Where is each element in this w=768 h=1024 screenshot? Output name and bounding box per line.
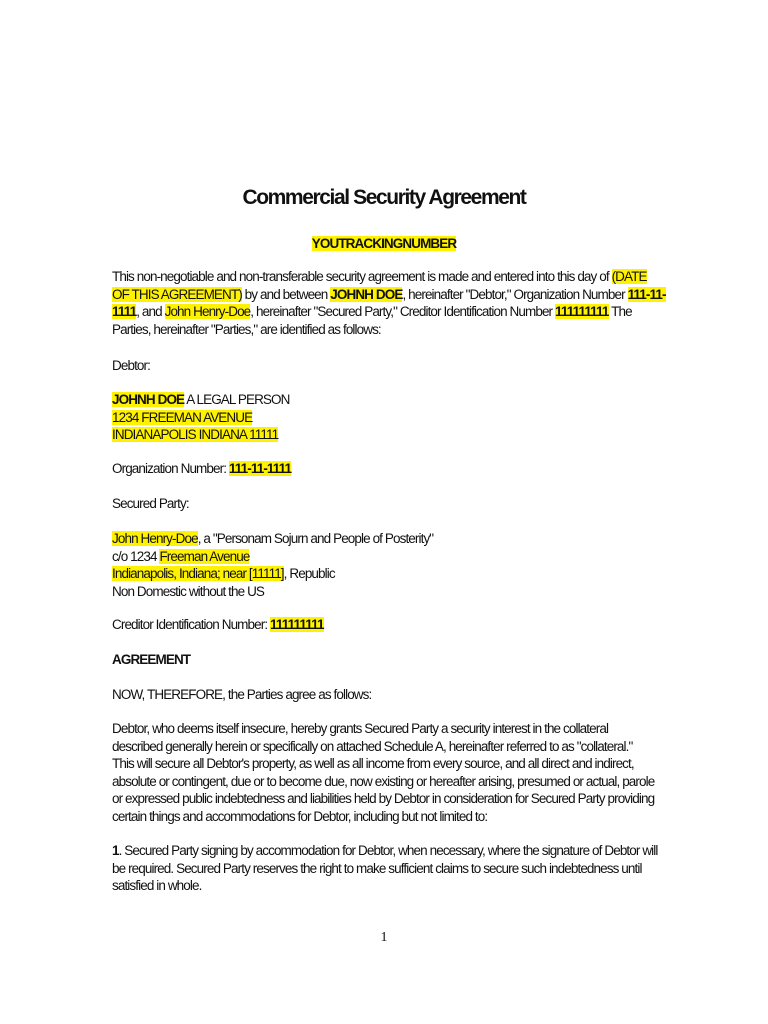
secured-party-name-suffix: , a "Personam Sojurn and People of Posterity" (197, 531, 434, 546)
creditor-id-inline: 111111111 (555, 304, 609, 319)
intro-paragraph (112, 268, 666, 338)
grant-line: Debtor, who deems itself insecure, hereby grants Secured Party a security interest in the collateral (112, 721, 609, 736)
secured-name-line (112, 530, 660, 548)
creditor-id-value: 111111111 (270, 617, 324, 632)
intro-text: by and between (241, 286, 331, 302)
debtor-address-line-2 (112, 426, 660, 444)
page-number: 1 (380, 930, 388, 945)
debtor-legal: A LEGAL PERSON (184, 392, 290, 407)
item-1-line: satisfied in whole. (112, 878, 202, 893)
intro-line-2 (112, 286, 666, 304)
org-number-inline: 111-11- (627, 286, 666, 302)
grant-line: certain things and accommodations for Debtor, including but not limited to: (112, 808, 488, 824)
grant-paragraph (112, 720, 660, 825)
secured-party-block (112, 530, 660, 600)
intro-line-4: Parties, hereinafter "Parties," are identified as follows: (112, 321, 381, 337)
secured-city: Indianapolis, Indiana; near [11111] (112, 566, 284, 581)
debtor-block-name: JOHNH DOE (112, 392, 185, 407)
grant-line: or expressed public indebtedness and liabilities held by Debtor in consideration for Secured Party providing (112, 791, 655, 806)
item-1-number: 1 (112, 843, 119, 858)
secured-domicile: Non Domestic without the US (112, 583, 265, 599)
grant-line: This will secure all Debtor's property, as well as all income from every source, and all direct and indirect, (112, 756, 634, 771)
grant-line: absolute or contingent, due or to become due, now existing or hereafter arising, presumed or actual, parole (112, 773, 655, 789)
tracking-number (0, 236, 768, 251)
secured-party-name-inline: John Henry-Doe (164, 304, 251, 319)
debtor-address-1: 1234 FREEMAN AVENUE (112, 409, 253, 425)
secured-city-line (112, 565, 660, 583)
org-number-value: 111-11-1111 (228, 461, 292, 476)
date-placeholder-cont: OF THIS AGREEMENT) (112, 286, 242, 302)
intro-text: This non-negotiable and non-transferable security agreement is made and entered into this day of (112, 269, 612, 284)
debtor-block (112, 391, 660, 444)
debtor-address-line-1 (112, 409, 660, 427)
creditor-id-line (112, 616, 660, 634)
intro-text: , hereinafter "Debtor," Organization Number (402, 286, 628, 302)
document-title: Commercial Security Agreement (242, 186, 526, 209)
item-1-paragraph (112, 842, 660, 895)
intro-line-3 (112, 303, 660, 321)
debtor-name: JOHNH DOE (330, 286, 403, 302)
item-1-line (112, 842, 660, 860)
intro-text: , hereinafter "Secured Party," Creditor Identification Number (250, 304, 555, 319)
intro-text: , and (136, 304, 165, 319)
org-number-label: Organization Number: (112, 461, 229, 476)
debtor-name-line (112, 391, 660, 409)
org-number-line (112, 460, 660, 478)
now-therefore: NOW, THEREFORE, the Parties agree as follows: (112, 687, 372, 702)
org-number-inline-cont: 1111 (112, 304, 137, 319)
secured-care-of-line (112, 548, 660, 566)
agreement-heading: AGREEMENT (112, 652, 191, 667)
intro-text: The (608, 304, 632, 319)
date-placeholder: (DATE (611, 269, 647, 284)
secured-city-suffix: , Republic (283, 566, 335, 581)
item-1-text: . Secured Party signing by accommodation for Debtor, when necessary, where the signature of Debtor will (118, 843, 658, 858)
care-of-prefix: c/o 1234 (112, 548, 160, 564)
secured-party-label: Secured Party: (112, 496, 189, 511)
secured-party-name: John Henry-Doe (112, 531, 198, 546)
creditor-id-label: Creditor Identification Number: (112, 617, 271, 632)
care-of-street: Freeman Avenue (159, 548, 250, 564)
intro-line-1 (112, 268, 660, 286)
grant-line: described generally herein or specifically on attached Schedule A, hereinafter referred to as "collateral." (112, 738, 633, 754)
debtor-label: Debtor: (112, 358, 150, 373)
item-1-line: be required. Secured Party reserves the right to make sufficient claims to secure such indebtedness until (112, 860, 642, 876)
debtor-address-2: INDIANAPOLIS INDIANA 11111 (112, 427, 279, 442)
tracking-number-text: YOUTRACKINGNUMBER (311, 236, 457, 251)
